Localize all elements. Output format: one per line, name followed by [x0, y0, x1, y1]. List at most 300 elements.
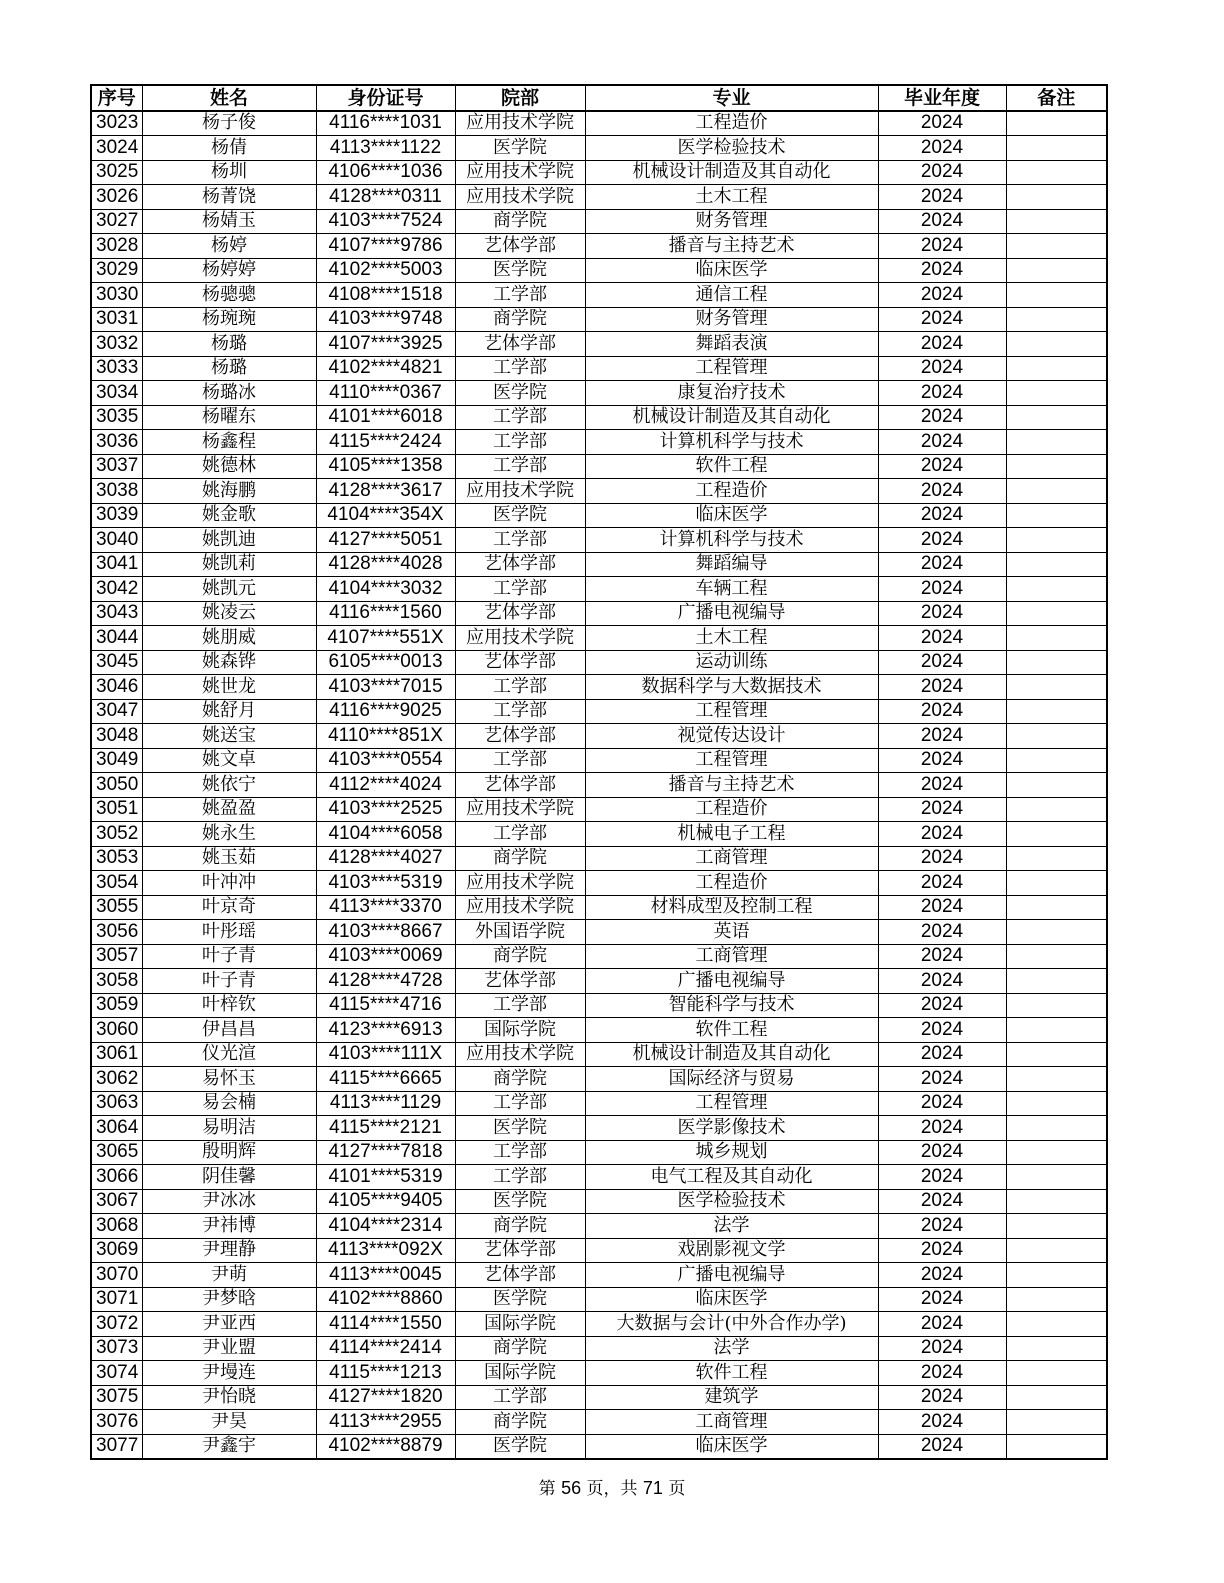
- major-cell: 计算机科学与技术: [585, 430, 878, 455]
- department-cell: 工学部: [455, 748, 585, 773]
- serial-no-cell: 3042: [91, 577, 142, 602]
- graduation-year-cell: 2024: [878, 528, 1006, 553]
- graduation-year-cell: 2024: [878, 185, 1006, 210]
- table-row: [91, 307, 1107, 332]
- name-cell: 杨婧玉: [142, 209, 316, 234]
- header-id-number: 身份证号: [316, 85, 455, 111]
- id-number-cell: 4114****1550: [316, 1312, 455, 1337]
- remarks-cell: [1006, 724, 1107, 749]
- remarks-cell: [1006, 577, 1107, 602]
- major-cell: 法学: [585, 1214, 878, 1239]
- serial-no-cell: 3047: [91, 699, 142, 724]
- table-row: [91, 1361, 1107, 1386]
- serial-no-cell: 3059: [91, 993, 142, 1018]
- serial-no-cell: 3064: [91, 1116, 142, 1141]
- major-cell: 视觉传达设计: [585, 724, 878, 749]
- department-cell: 工学部: [455, 1140, 585, 1165]
- serial-no-cell: 3053: [91, 846, 142, 871]
- name-cell: 姚永生: [142, 822, 316, 847]
- major-cell: 软件工程: [585, 1018, 878, 1043]
- name-cell: 姚海鹏: [142, 479, 316, 504]
- remarks-cell: [1006, 1189, 1107, 1214]
- name-cell: 姚凌云: [142, 601, 316, 626]
- graduation-year-cell: 2024: [878, 895, 1006, 920]
- total-page-count: 71: [642, 1478, 663, 1498]
- table-row: [91, 283, 1107, 308]
- graduation-year-cell: 2024: [878, 773, 1006, 798]
- name-cell: 杨骢骢: [142, 283, 316, 308]
- graduation-year-cell: 2024: [878, 699, 1006, 724]
- major-cell: 电气工程及其自动化: [585, 1165, 878, 1190]
- table-row: [91, 356, 1107, 381]
- name-cell: 尹墁连: [142, 1361, 316, 1386]
- remarks-cell: [1006, 1238, 1107, 1263]
- graduation-year-cell: 2024: [878, 1238, 1006, 1263]
- graduation-year-cell: 2024: [878, 160, 1006, 185]
- graduation-year-cell: 2024: [878, 1091, 1006, 1116]
- major-cell: 工程管理: [585, 699, 878, 724]
- remarks-cell: [1006, 1263, 1107, 1288]
- major-cell: 机械设计制造及其自动化: [585, 1042, 878, 1067]
- table-row: [91, 920, 1107, 945]
- remarks-cell: [1006, 479, 1107, 504]
- remarks-cell: [1006, 650, 1107, 675]
- remarks-cell: [1006, 185, 1107, 210]
- department-cell: 国际学院: [455, 1312, 585, 1337]
- name-cell: 仪光渲: [142, 1042, 316, 1067]
- remarks-cell: [1006, 1140, 1107, 1165]
- major-cell: 医学检验技术: [585, 1189, 878, 1214]
- name-cell: 伊昌昌: [142, 1018, 316, 1043]
- graduation-year-cell: 2024: [878, 1214, 1006, 1239]
- serial-no-cell: 3048: [91, 724, 142, 749]
- serial-no-cell: 3023: [91, 111, 142, 136]
- id-number-cell: 4105****9405: [316, 1189, 455, 1214]
- department-cell: 应用技术学院: [455, 871, 585, 896]
- id-number-cell: 4114****2414: [316, 1336, 455, 1361]
- name-cell: 姚凯迪: [142, 528, 316, 553]
- department-cell: 工学部: [455, 283, 585, 308]
- table-body: [91, 111, 1107, 1460]
- name-cell: 姚朋威: [142, 626, 316, 651]
- major-cell: 临床医学: [585, 258, 878, 283]
- major-cell: 运动训练: [585, 650, 878, 675]
- table-row: [91, 1336, 1107, 1361]
- department-cell: 商学院: [455, 307, 585, 332]
- graduation-year-cell: 2024: [878, 1312, 1006, 1337]
- major-cell: 医学影像技术: [585, 1116, 878, 1141]
- id-number-cell: 4123****6913: [316, 1018, 455, 1043]
- serial-no-cell: 3036: [91, 430, 142, 455]
- department-cell: 工学部: [455, 1165, 585, 1190]
- table-row: [91, 724, 1107, 749]
- graduation-year-cell: 2024: [878, 846, 1006, 871]
- serial-no-cell: 3026: [91, 185, 142, 210]
- graduation-year-cell: 2024: [878, 724, 1006, 749]
- remarks-cell: [1006, 136, 1107, 161]
- table-row: [91, 699, 1107, 724]
- graduation-year-cell: 2024: [878, 381, 1006, 406]
- graduation-year-cell: 2024: [878, 920, 1006, 945]
- table-row: [91, 1116, 1107, 1141]
- name-cell: 尹亚西: [142, 1312, 316, 1337]
- department-cell: 艺体学部: [455, 724, 585, 749]
- name-cell: 姚金歌: [142, 503, 316, 528]
- id-number-cell: 4128****4028: [316, 552, 455, 577]
- department-cell: 商学院: [455, 1067, 585, 1092]
- id-number-cell: 4110****851X: [316, 724, 455, 749]
- department-cell: 医学院: [455, 1116, 585, 1141]
- table-row: [91, 1214, 1107, 1239]
- table-row: [91, 1042, 1107, 1067]
- graduation-year-cell: 2024: [878, 601, 1006, 626]
- table-row: [91, 503, 1107, 528]
- table-row: [91, 405, 1107, 430]
- remarks-cell: [1006, 675, 1107, 700]
- id-number-cell: 4113****3370: [316, 895, 455, 920]
- serial-no-cell: 3032: [91, 332, 142, 357]
- remarks-cell: [1006, 234, 1107, 259]
- serial-no-cell: 3024: [91, 136, 142, 161]
- department-cell: 艺体学部: [455, 650, 585, 675]
- major-cell: 舞蹈表演: [585, 332, 878, 357]
- graduation-year-cell: 2024: [878, 234, 1006, 259]
- graduation-year-cell: 2024: [878, 1067, 1006, 1092]
- name-cell: 姚依宁: [142, 773, 316, 798]
- department-cell: 商学院: [455, 846, 585, 871]
- department-cell: 艺体学部: [455, 969, 585, 994]
- table-row: [91, 479, 1107, 504]
- department-cell: 艺体学部: [455, 234, 585, 259]
- major-cell: 康复治疗技术: [585, 381, 878, 406]
- remarks-cell: [1006, 307, 1107, 332]
- major-cell: 临床医学: [585, 1287, 878, 1312]
- serial-no-cell: 3033: [91, 356, 142, 381]
- remarks-cell: [1006, 1361, 1107, 1386]
- remarks-cell: [1006, 430, 1107, 455]
- graduation-year-cell: 2024: [878, 1165, 1006, 1190]
- department-cell: 商学院: [455, 1410, 585, 1435]
- department-cell: 艺体学部: [455, 552, 585, 577]
- name-cell: 尹业盟: [142, 1336, 316, 1361]
- remarks-cell: [1006, 846, 1107, 871]
- department-cell: 工学部: [455, 993, 585, 1018]
- department-cell: 医学院: [455, 1287, 585, 1312]
- department-cell: 艺体学部: [455, 332, 585, 357]
- table-row: [91, 601, 1107, 626]
- department-cell: 工学部: [455, 1385, 585, 1410]
- id-number-cell: 4115****6665: [316, 1067, 455, 1092]
- id-number-cell: 4103****7015: [316, 675, 455, 700]
- major-cell: 智能科学与技术: [585, 993, 878, 1018]
- id-number-cell: 4113****1129: [316, 1091, 455, 1116]
- id-number-cell: 4107****551X: [316, 626, 455, 651]
- id-number-cell: 4102****5003: [316, 258, 455, 283]
- major-cell: 车辆工程: [585, 577, 878, 602]
- serial-no-cell: 3056: [91, 920, 142, 945]
- department-cell: 工学部: [455, 577, 585, 602]
- remarks-cell: [1006, 552, 1107, 577]
- name-cell: 尹怡晓: [142, 1385, 316, 1410]
- header-remarks: 备注: [1006, 85, 1107, 111]
- name-cell: 易明洁: [142, 1116, 316, 1141]
- remarks-cell: [1006, 1336, 1107, 1361]
- remarks-cell: [1006, 1067, 1107, 1092]
- name-cell: 阴佳馨: [142, 1165, 316, 1190]
- name-cell: 尹冰冰: [142, 1189, 316, 1214]
- remarks-cell: [1006, 1165, 1107, 1190]
- graduation-year-cell: 2024: [878, 430, 1006, 455]
- major-cell: 土木工程: [585, 626, 878, 651]
- id-number-cell: 4103****8667: [316, 920, 455, 945]
- department-cell: 商学院: [455, 1336, 585, 1361]
- major-cell: 数据科学与大数据技术: [585, 675, 878, 700]
- graduation-year-cell: 2024: [878, 969, 1006, 994]
- table-row: [91, 1434, 1107, 1459]
- major-cell: 播音与主持艺术: [585, 234, 878, 259]
- name-cell: 杨琬琬: [142, 307, 316, 332]
- id-number-cell: 4116****9025: [316, 699, 455, 724]
- department-cell: 医学院: [455, 503, 585, 528]
- id-number-cell: 4101****6018: [316, 405, 455, 430]
- id-number-cell: 4104****354X: [316, 503, 455, 528]
- id-number-cell: 4104****6058: [316, 822, 455, 847]
- major-cell: 播音与主持艺术: [585, 773, 878, 798]
- department-cell: 医学院: [455, 1189, 585, 1214]
- serial-no-cell: 3060: [91, 1018, 142, 1043]
- major-cell: 工商管理: [585, 846, 878, 871]
- remarks-cell: [1006, 871, 1107, 896]
- department-cell: 医学院: [455, 258, 585, 283]
- table-row: [91, 454, 1107, 479]
- department-cell: 医学院: [455, 1434, 585, 1459]
- serial-no-cell: 3076: [91, 1410, 142, 1435]
- serial-no-cell: 3054: [91, 871, 142, 896]
- name-cell: 姚世龙: [142, 675, 316, 700]
- table-row: [91, 650, 1107, 675]
- name-cell: 易怀玉: [142, 1067, 316, 1092]
- remarks-cell: [1006, 1091, 1107, 1116]
- major-cell: 工程造价: [585, 111, 878, 136]
- name-cell: 姚凯莉: [142, 552, 316, 577]
- serial-no-cell: 3041: [91, 552, 142, 577]
- name-cell: 杨曜东: [142, 405, 316, 430]
- name-cell: 杨菁饶: [142, 185, 316, 210]
- id-number-cell: 4127****7818: [316, 1140, 455, 1165]
- major-cell: 软件工程: [585, 1361, 878, 1386]
- remarks-cell: [1006, 160, 1107, 185]
- remarks-cell: [1006, 626, 1107, 651]
- serial-no-cell: 3050: [91, 773, 142, 798]
- major-cell: 建筑学: [585, 1385, 878, 1410]
- header-serial-no: 序号: [91, 85, 142, 111]
- id-number-cell: 4116****1560: [316, 601, 455, 626]
- major-cell: 戏剧影视文学: [585, 1238, 878, 1263]
- name-cell: 杨倩: [142, 136, 316, 161]
- header-department: 院部: [455, 85, 585, 111]
- serial-no-cell: 3068: [91, 1214, 142, 1239]
- current-page-number: 56: [561, 1478, 582, 1498]
- name-cell: 姚盈盈: [142, 797, 316, 822]
- name-cell: 姚文卓: [142, 748, 316, 773]
- name-cell: 尹鑫宇: [142, 1434, 316, 1459]
- table-row: [91, 1385, 1107, 1410]
- graduation-year-cell: 2024: [878, 111, 1006, 136]
- major-cell: 土木工程: [585, 185, 878, 210]
- major-cell: 医学检验技术: [585, 136, 878, 161]
- department-cell: 应用技术学院: [455, 185, 585, 210]
- id-number-cell: 4115****1213: [316, 1361, 455, 1386]
- department-cell: 医学院: [455, 381, 585, 406]
- name-cell: 姚森铧: [142, 650, 316, 675]
- major-cell: 广播电视编导: [585, 601, 878, 626]
- remarks-cell: [1006, 1385, 1107, 1410]
- graduate-roster-table: [90, 84, 1108, 1460]
- graduation-year-cell: 2024: [878, 1116, 1006, 1141]
- table-row: [91, 773, 1107, 798]
- footer-mid: 页，共: [586, 1479, 638, 1499]
- graduation-year-cell: 2024: [878, 454, 1006, 479]
- major-cell: 工程造价: [585, 871, 878, 896]
- table-row: [91, 332, 1107, 357]
- serial-no-cell: 3039: [91, 503, 142, 528]
- department-cell: 国际学院: [455, 1361, 585, 1386]
- serial-no-cell: 3073: [91, 1336, 142, 1361]
- id-number-cell: 4128****4728: [316, 969, 455, 994]
- department-cell: 艺体学部: [455, 601, 585, 626]
- table-row: [91, 1189, 1107, 1214]
- graduation-year-cell: 2024: [878, 1018, 1006, 1043]
- graduation-year-cell: 2024: [878, 993, 1006, 1018]
- remarks-cell: [1006, 944, 1107, 969]
- remarks-cell: [1006, 209, 1107, 234]
- id-number-cell: 4115****2424: [316, 430, 455, 455]
- department-cell: 工学部: [455, 405, 585, 430]
- major-cell: 工程管理: [585, 1091, 878, 1116]
- serial-no-cell: 3058: [91, 969, 142, 994]
- graduation-year-cell: 2024: [878, 577, 1006, 602]
- id-number-cell: 4113****092X: [316, 1238, 455, 1263]
- department-cell: 商学院: [455, 1214, 585, 1239]
- table-row: [91, 528, 1107, 553]
- department-cell: 国际学院: [455, 1018, 585, 1043]
- id-number-cell: 4101****5319: [316, 1165, 455, 1190]
- id-number-cell: 6105****0013: [316, 650, 455, 675]
- serial-no-cell: 3034: [91, 381, 142, 406]
- department-cell: 工学部: [455, 454, 585, 479]
- remarks-cell: [1006, 920, 1107, 945]
- department-cell: 工学部: [455, 528, 585, 553]
- table-row: [91, 552, 1107, 577]
- table-row: [91, 797, 1107, 822]
- remarks-cell: [1006, 1312, 1107, 1337]
- id-number-cell: 4116****1031: [316, 111, 455, 136]
- department-cell: 应用技术学院: [455, 1042, 585, 1067]
- serial-no-cell: 3062: [91, 1067, 142, 1092]
- department-cell: 工学部: [455, 430, 585, 455]
- major-cell: 机械设计制造及其自动化: [585, 405, 878, 430]
- remarks-cell: [1006, 381, 1107, 406]
- table-row: [91, 234, 1107, 259]
- graduation-year-cell: 2024: [878, 356, 1006, 381]
- table-row: [91, 1410, 1107, 1435]
- remarks-cell: [1006, 1287, 1107, 1312]
- name-cell: 杨子俊: [142, 111, 316, 136]
- name-cell: 姚德林: [142, 454, 316, 479]
- remarks-cell: [1006, 528, 1107, 553]
- id-number-cell: 4103****2525: [316, 797, 455, 822]
- serial-no-cell: 3046: [91, 675, 142, 700]
- department-cell: 艺体学部: [455, 1263, 585, 1288]
- name-cell: 杨璐: [142, 332, 316, 357]
- major-cell: 舞蹈编导: [585, 552, 878, 577]
- table-row: [91, 822, 1107, 847]
- serial-no-cell: 3057: [91, 944, 142, 969]
- graduation-year-cell: 2024: [878, 209, 1006, 234]
- serial-no-cell: 3043: [91, 601, 142, 626]
- serial-no-cell: 3069: [91, 1238, 142, 1263]
- table-row: [91, 846, 1107, 871]
- major-cell: 临床医学: [585, 1434, 878, 1459]
- major-cell: 工商管理: [585, 944, 878, 969]
- serial-no-cell: 3065: [91, 1140, 142, 1165]
- remarks-cell: [1006, 1042, 1107, 1067]
- name-cell: 叶京奇: [142, 895, 316, 920]
- table-row: [91, 258, 1107, 283]
- table-row: [91, 209, 1107, 234]
- serial-no-cell: 3061: [91, 1042, 142, 1067]
- major-cell: 工程管理: [585, 356, 878, 381]
- remarks-cell: [1006, 1214, 1107, 1239]
- table-row: [91, 1238, 1107, 1263]
- serial-no-cell: 3044: [91, 626, 142, 651]
- table-row: [91, 1263, 1107, 1288]
- remarks-cell: [1006, 993, 1107, 1018]
- serial-no-cell: 3049: [91, 748, 142, 773]
- graduation-year-cell: 2024: [878, 1361, 1006, 1386]
- serial-no-cell: 3071: [91, 1287, 142, 1312]
- serial-no-cell: 3077: [91, 1434, 142, 1459]
- serial-no-cell: 3040: [91, 528, 142, 553]
- id-number-cell: 4103****7524: [316, 209, 455, 234]
- id-number-cell: 4113****2955: [316, 1410, 455, 1435]
- serial-no-cell: 3027: [91, 209, 142, 234]
- remarks-cell: [1006, 797, 1107, 822]
- id-number-cell: 4103****0554: [316, 748, 455, 773]
- department-cell: 应用技术学院: [455, 160, 585, 185]
- remarks-cell: [1006, 111, 1107, 136]
- id-number-cell: 4103****5319: [316, 871, 455, 896]
- name-cell: 杨鑫程: [142, 430, 316, 455]
- remarks-cell: [1006, 332, 1107, 357]
- table-row: [91, 748, 1107, 773]
- graduation-year-cell: 2024: [878, 797, 1006, 822]
- remarks-cell: [1006, 895, 1107, 920]
- graduation-year-cell: 2024: [878, 1336, 1006, 1361]
- serial-no-cell: 3030: [91, 283, 142, 308]
- major-cell: 大数据与会计(中外合作办学): [585, 1312, 878, 1337]
- name-cell: 叶冲冲: [142, 871, 316, 896]
- graduation-year-cell: 2024: [878, 822, 1006, 847]
- major-cell: 英语: [585, 920, 878, 945]
- name-cell: 姚凯元: [142, 577, 316, 602]
- name-cell: 杨婷婷: [142, 258, 316, 283]
- table-row: [91, 969, 1107, 994]
- graduation-year-cell: 2024: [878, 1140, 1006, 1165]
- serial-no-cell: 3051: [91, 797, 142, 822]
- serial-no-cell: 3035: [91, 405, 142, 430]
- graduation-year-cell: 2024: [878, 503, 1006, 528]
